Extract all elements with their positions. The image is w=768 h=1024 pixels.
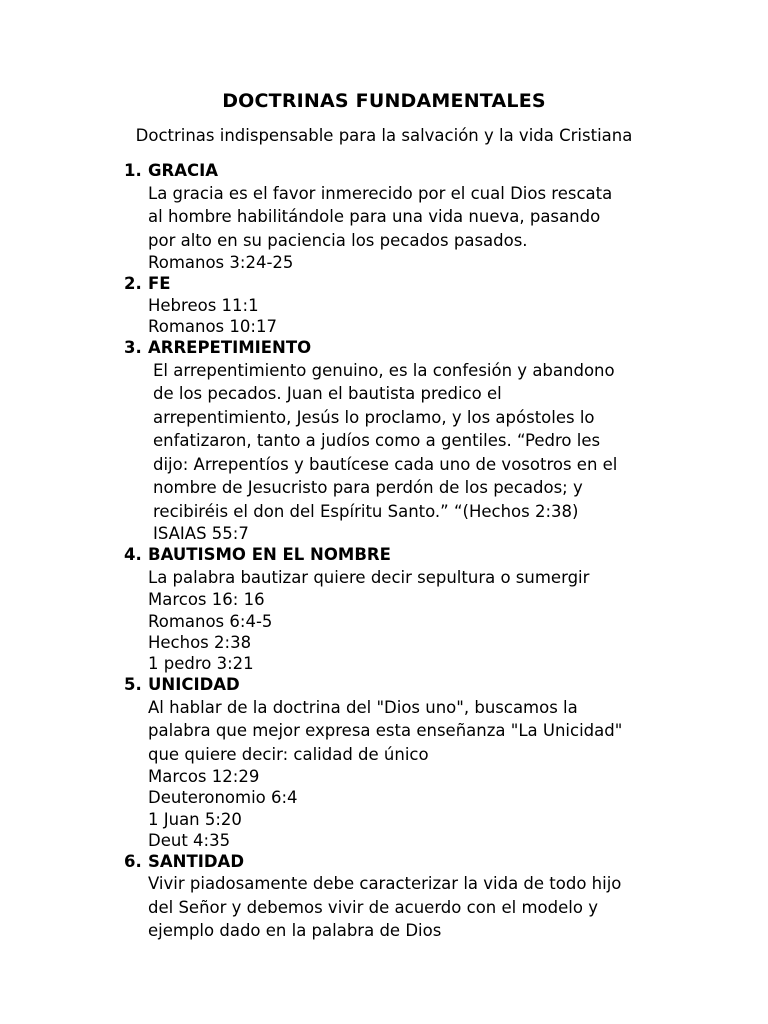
- doctrine-paragraph-line: dijo: Arrepentíos y bautícese cada uno de vosotros en el: [153, 454, 618, 474]
- doctrine-heading: GRACIA: [148, 161, 219, 180]
- doctrine-item: [124, 337, 744, 544]
- doctrine-number: 3.: [124, 338, 142, 358]
- doctrine-paragraph-line: recibiréis el don del Espíritu Santo.” “(Hechos 2:38): [153, 501, 579, 521]
- doctrine-number: 4.: [124, 545, 142, 565]
- doctrine-body: [148, 696, 744, 851]
- doctrine-number: 5.: [124, 675, 142, 695]
- doctrine-body: [148, 359, 744, 545]
- scripture-reference: Deut 4:35: [148, 830, 231, 850]
- doctrine-body: [148, 182, 744, 274]
- scripture-reference: Hebreos 11:1: [148, 295, 259, 315]
- doctrine-item: [124, 544, 744, 674]
- doctrine-paragraph-line: por alto en su paciencia los pecados pasados.: [148, 230, 528, 250]
- doctrine-paragraph-line: de los pecados. Juan el bautista predico el: [153, 384, 502, 404]
- scripture-reference: Hechos 2:38: [148, 632, 252, 652]
- doctrine-heading: SANTIDAD: [148, 851, 245, 871]
- doctrine-paragraph-line: arrepentimiento, Jesús lo proclamo, y los apóstoles lo: [153, 407, 595, 427]
- doctrine-paragraph-line: nombre de Jesucristo para perdón de los pecados; y: [153, 478, 583, 498]
- doctrine-number: 2.: [124, 274, 142, 294]
- scripture-reference: Romanos 6:4-5: [148, 611, 273, 631]
- doctrine-heading: FE: [148, 274, 171, 294]
- doctrine-item: [124, 851, 744, 943]
- page-title: DOCTRINAS FUNDAMENTALES: [222, 90, 546, 112]
- doctrine-list: [124, 160, 744, 943]
- page-subtitle: Doctrinas indispensable para la salvación y la vida Cristiana: [135, 126, 633, 145]
- doctrine-paragraph-line: enfatizaron, tanto a judíos como a gentiles. “Pedro les: [153, 431, 601, 451]
- scripture-reference: 1 Juan 5:20: [148, 809, 242, 829]
- doctrine-body: [148, 295, 744, 337]
- scripture-reference: Marcos 16: 16: [148, 590, 265, 610]
- doctrine-number: 6.: [124, 851, 142, 871]
- scripture-reference: ISAIAS 55:7: [153, 524, 249, 544]
- scripture-reference: Marcos 12:29: [148, 767, 260, 787]
- doctrine-paragraph-line: del Señor y debemos vivir de acuerdo con el modelo y: [148, 897, 598, 917]
- doctrine-body: [148, 566, 744, 674]
- doctrine-body: [148, 872, 744, 943]
- scripture-reference: 1 pedro 3:21: [148, 653, 254, 673]
- doctrine-heading: UNICIDAD: [148, 675, 240, 695]
- doctrine-number: 1.: [124, 161, 142, 180]
- doctrine-paragraph-line: La palabra bautizar quiere decir sepultura o sumergir: [148, 567, 590, 587]
- scripture-reference: Deuteronomio 6:4: [148, 788, 298, 808]
- scripture-reference: Romanos 10:17: [148, 316, 277, 336]
- doctrine-paragraph-line: que quiere decir: calidad de único: [148, 744, 429, 764]
- doctrine-paragraph-line: ejemplo dado en la palabra de Dios: [148, 921, 442, 941]
- doctrine-paragraph-line: El arrepentimiento genuino, es la confesión y abandono: [153, 360, 615, 380]
- doctrine-heading: BAUTISMO EN EL NOMBRE: [148, 545, 391, 565]
- doctrine-paragraph-line: Al hablar de la doctrina del "Dios uno", buscamos la: [148, 697, 578, 717]
- doctrine-item: [124, 273, 744, 337]
- doctrine-paragraph-line: palabra que mejor expresa esta enseñanza "La Unicidad": [148, 721, 623, 741]
- doctrine-paragraph-line: La gracia es el favor inmerecido por el cual Dios rescata: [148, 183, 613, 203]
- doctrine-paragraph-line: al hombre habilitándole para una vida nueva, pasando: [148, 207, 601, 226]
- scripture-reference: Romanos 3:24-25: [148, 253, 294, 272]
- doctrine-heading: ARREPETIMIENTO: [148, 338, 312, 358]
- doctrine-item: [124, 160, 744, 273]
- doctrine-paragraph-line: Vivir piadosamente debe caracterizar la vida de todo hijo: [148, 874, 622, 894]
- doctrine-item: [124, 674, 744, 851]
